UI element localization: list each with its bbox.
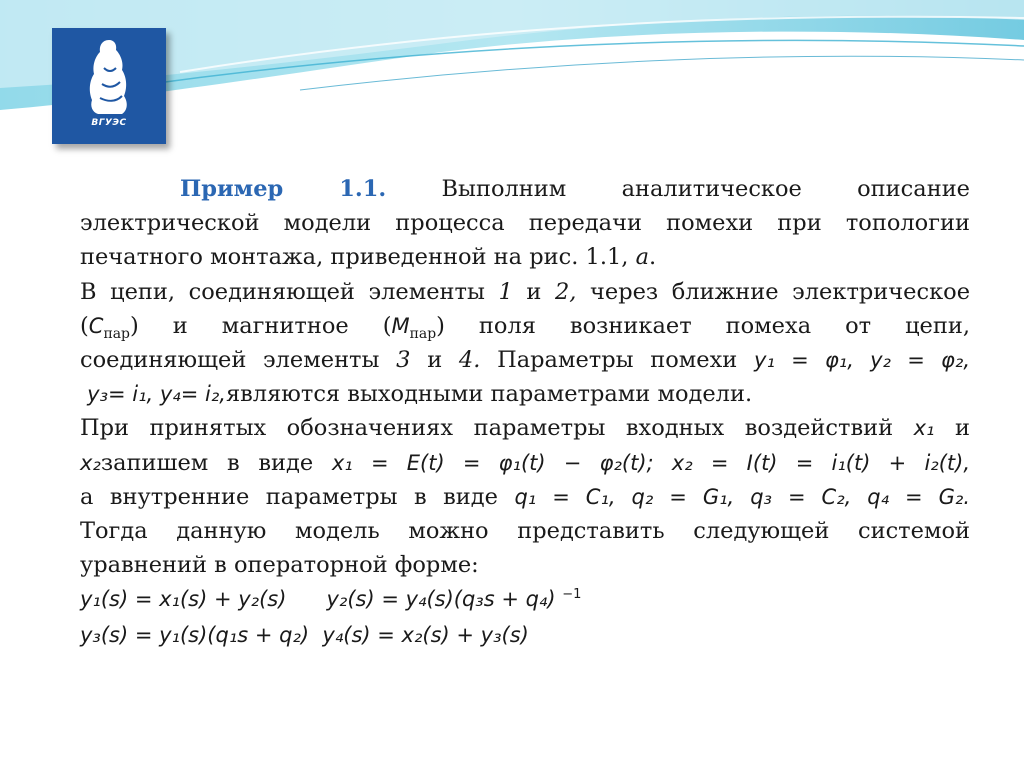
text: и xyxy=(955,415,970,442)
logo xyxy=(52,28,166,144)
element-ref: 4. xyxy=(458,346,481,373)
para3-line-4: Тогда данную модель можно представить следующей системой xyxy=(80,517,970,544)
text: через ближние электрическое xyxy=(590,278,971,305)
text: и xyxy=(427,346,443,373)
logo-text: ВГУЭС xyxy=(91,118,127,128)
equation-row-1 xyxy=(80,582,970,618)
math: y₁ = φ₁, y₂ = φ₂, xyxy=(754,347,970,372)
text: Параметры помехи xyxy=(497,346,738,373)
text: являются выходными параметрами модели. xyxy=(225,381,753,408)
element-ref: 3 xyxy=(396,346,411,373)
para2-line-2 xyxy=(80,309,970,343)
example-title: Пример 1.1. xyxy=(180,176,387,202)
text: и xyxy=(526,278,542,305)
para2-line-3 xyxy=(80,343,970,377)
math: C xyxy=(88,313,104,338)
slide-content xyxy=(80,172,970,654)
para3-line-1 xyxy=(80,411,970,445)
text: ) и магнитное ( xyxy=(129,312,392,339)
text: ) поля возникает помеха от цепи, xyxy=(436,312,970,339)
text: . xyxy=(649,244,657,271)
text: Выполним аналитическое описание xyxy=(441,176,971,202)
text: а внутренние параметры в виде xyxy=(80,483,498,510)
math-sub: пар xyxy=(409,325,437,342)
math: x₁ = E(t) = φ₁(t) − φ₂(t); x₂ = I(t) = i₁(t) + i₂(t), xyxy=(331,450,970,475)
equation: y₄(s) = x₂(s) + y₃(s) xyxy=(322,623,529,648)
element-ref: 1 xyxy=(498,278,513,305)
equation: y₃(s) = y₁(s)(q₁s + q₂) xyxy=(80,623,310,648)
para3-line-2 xyxy=(80,446,970,480)
text: В цепи, соединяющей элементы xyxy=(80,278,485,305)
example-line-3 xyxy=(80,240,970,274)
text: ( xyxy=(80,312,89,339)
math: x₂ xyxy=(80,450,101,475)
para3-line-5: уравнений в операторной форме: xyxy=(80,552,479,579)
math: x₁ xyxy=(913,416,935,441)
para3-line-3 xyxy=(80,480,970,514)
equation-row-2 xyxy=(80,618,970,654)
para2-line-4 xyxy=(80,377,970,411)
math: q₁ = C₁, q₂ = G₁, q₃ = C₂, q₄ = G₂. xyxy=(514,484,970,509)
text: соединяющей элементы xyxy=(80,346,380,373)
text: При принятых обозначениях параметры входных воздействий xyxy=(80,415,894,442)
math: M xyxy=(391,313,410,338)
para2-line-1 xyxy=(80,275,970,309)
figure-ref: а xyxy=(635,244,650,271)
math-sub: пар xyxy=(103,325,130,342)
example-line-2: электрической модели процесса передачи помехи при топологии xyxy=(80,210,970,237)
equation: y₁(s) = x₁(s) + y₂(s) xyxy=(80,587,287,612)
example-line-1 xyxy=(80,172,970,206)
text: печатного монтажа, приведенной на рис. 1.1, xyxy=(80,244,629,271)
math: y₃= i₁, y₄= i₂, xyxy=(87,382,226,407)
exponent: −1 xyxy=(562,587,582,603)
equation: y₂(s) = y₄(s)(q₃s + q₄) xyxy=(326,587,556,612)
text: запишем в виде xyxy=(100,449,314,476)
element-ref: 2, xyxy=(554,278,577,305)
